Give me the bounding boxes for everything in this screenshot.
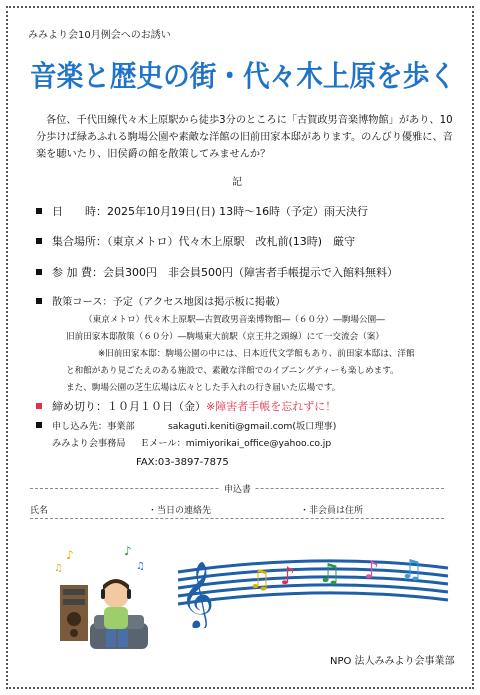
ki-mark: 記	[232, 177, 242, 188]
svg-text:♫: ♫	[54, 563, 63, 574]
contact-label: 申し込み先：事業部	[52, 421, 135, 432]
meeting-text: 集合場所：（東京メトロ）代々木上原駅 改札前(13時) 厳守	[52, 235, 356, 248]
route-line-1: （東京メトロ）代々木上原駅―古賀政男音楽博物館―（６０分）―駒場公園―	[84, 315, 385, 325]
fax-number: FAX:03-3897-7875	[136, 457, 229, 468]
page-title-text: 音楽と歴史の街・代々木上原を歩く	[30, 59, 456, 93]
form-address-label: ・非会員は住所	[300, 506, 364, 516]
form-name-label: 氏名	[30, 506, 49, 516]
form-title: 申込書	[220, 482, 255, 495]
date-text: 日 時：2025年10月19日(日) 13時～16時（予定）雨天決行	[52, 205, 369, 218]
svg-text:♫: ♫	[248, 565, 272, 595]
square-bullet-icon	[36, 269, 42, 275]
deadline-warning: ※障害者手帳を忘れずに！	[206, 400, 337, 413]
fee-text: 参 加 費：会員300円 非会員500円（障害者手帳提示で入館料無料）	[52, 266, 398, 279]
organization-name: NPO 法人みみより会事業部	[330, 656, 455, 667]
music-listener-illustration	[52, 545, 152, 663]
page-title	[30, 52, 460, 96]
svg-text:♪: ♪	[280, 562, 296, 590]
treble-clef-icon: 𝄞	[180, 560, 215, 628]
svg-text:♫: ♫	[400, 555, 424, 585]
route-note-3: また、駒場公園の芝生広場は広々とした手入れの行き届いた広場です。	[66, 383, 341, 393]
course-text: 散策コース：予定（アクセス地図は掲示板に掲載）	[52, 297, 286, 308]
deadline-row	[36, 398, 336, 414]
square-bullet-icon	[36, 208, 42, 214]
square-bullet-icon	[36, 403, 42, 409]
svg-text:♪: ♪	[364, 556, 380, 584]
deadline-text: 締め切り：１０月１０日（金）	[52, 400, 206, 413]
svg-text:♫: ♫	[318, 559, 342, 589]
invitation-line: みみより会10月例会へのお誘い	[28, 30, 171, 41]
form-divider-bottom	[30, 518, 444, 519]
svg-text:♪: ♪	[124, 545, 132, 558]
meeting-row	[36, 233, 355, 249]
square-bullet-icon	[36, 238, 42, 244]
square-bullet-icon	[36, 298, 42, 304]
svg-text:♫: ♫	[136, 561, 145, 572]
contact-email-1: sakaguti.keniti@gmail.com(坂口理事)	[168, 421, 337, 432]
form-contact-label: ・当日の連絡先	[148, 506, 212, 516]
route-note-2: と和館があり見ごたえのある施設で、素敵な洋館でのイブニングティーも楽しめます。	[66, 366, 399, 376]
square-bullet-icon	[36, 422, 42, 428]
contact-email-2: Ｅメール：mimiyorikai_office@yahoo.co.jp	[140, 438, 332, 449]
route-note-1: ※旧前田家本邸：駒場公園の中には、日本近代文学館もあり、前田家本邸は、洋館	[98, 349, 415, 359]
fee-row	[36, 264, 398, 280]
office-label: みみより会事務局	[52, 438, 126, 449]
music-staff-illustration	[168, 548, 458, 628]
route-line-2: 旧前田家本邸散策（６０分）―駒場東大前駅（京王井之頭線）にて一交流会（案）	[66, 332, 384, 342]
intro-paragraph: 各位、千代田線代々木上原駅から徒歩3分のところに「古賀政男音楽博物館」があり、10分歩けば緑あふれる駒場公園や素敵な洋館の旧前田家本邸があります。のんびり優雅に、音楽を聴いたり、旧侯爵の館を散策してみませんか？	[36, 115, 453, 160]
date-row	[36, 203, 368, 219]
svg-text:♪: ♪	[66, 548, 74, 562]
course-row	[36, 293, 286, 308]
